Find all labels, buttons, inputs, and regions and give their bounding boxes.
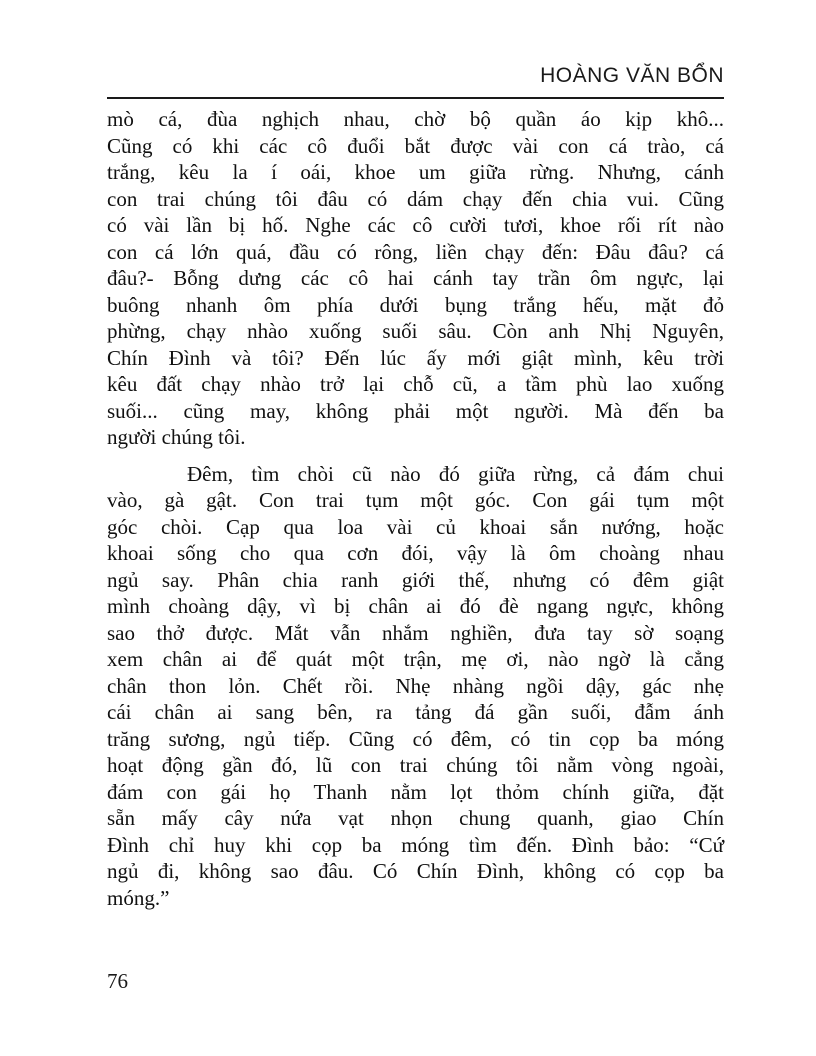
text-line: Đình chỉ huy khi cọp ba móng tìm đến. Đình bảo: “Cứ bbox=[107, 832, 724, 857]
text-line: Đêm, tìm chòi cũ nào đó giữa rừng, cả đám chui bbox=[187, 461, 724, 486]
text-line: con trai chúng tôi đâu có dám chạy đến chia vui. Cũng bbox=[107, 186, 724, 211]
text-line: suối... cũng may, không phải một người. Mà đến ba bbox=[107, 398, 724, 423]
text-line: chân thon lỏn. Chết rồi. Nhẹ nhàng ngồi dậy, gác nhẹ bbox=[107, 673, 724, 698]
page-number: 76 bbox=[107, 969, 128, 993]
text-line: buông nhanh ôm phía dưới bụng trắng hếu, mặt đỏ bbox=[107, 292, 724, 317]
text-line: đâu?- Bỗng dưng các cô hai cánh tay trần ôm ngực, lại bbox=[107, 266, 724, 290]
text-line: trăng sương, ngủ tiếp. Cũng có đêm, có tin cọp ba móng bbox=[107, 726, 724, 751]
text-line: hoạt động gần đó, lũ con trai chúng tôi nằm vòng ngoài, bbox=[107, 753, 724, 777]
text-line: Chín Đình và tôi? Đến lúc ấy mới giật mình, kêu trời bbox=[107, 345, 724, 370]
text-line: ngủ đi, không sao đâu. Có Chín Đình, không có cọp ba bbox=[107, 859, 724, 883]
text-line: Cũng có khi các cô đuổi bắt được vài con cá trào, cá bbox=[107, 133, 724, 158]
paragraph-2 bbox=[107, 461, 724, 912]
paragraph-1 bbox=[107, 106, 724, 451]
text-line: móng.” bbox=[107, 885, 170, 910]
text-line: phừng, chạy nhào xuống suối sâu. Còn anh Nhị Nguyên, bbox=[107, 319, 724, 343]
text-line: vào, gà gật. Con trai tụm một góc. Con gái tụm một bbox=[107, 488, 724, 512]
text-line: đám con gái họ Thanh nằm lọt thỏm chính giữa, đặt bbox=[107, 779, 724, 804]
text-line: con cá lớn quá, đầu có rông, liền chạy đến: Đâu đâu? cá bbox=[107, 239, 724, 264]
text-line: mò cá, đùa nghịch nhau, chờ bộ quần áo kịp khô... bbox=[107, 107, 724, 131]
running-header-title: HOÀNG VĂN BỔN bbox=[540, 64, 724, 87]
header-divider bbox=[107, 97, 724, 99]
text-line: người chúng tôi. bbox=[107, 425, 246, 449]
text-line: mình choàng dậy, vì bị chân ai đó đè ngang ngực, không bbox=[107, 594, 724, 618]
body-text bbox=[107, 106, 724, 911]
text-line: cái chân ai sang bên, ra tảng đá gần suối, đẫm ánh bbox=[107, 700, 724, 724]
text-line: góc chòi. Cạp qua loa vài củ khoai sắn nướng, hoặc bbox=[107, 514, 724, 539]
text-line: khoai sống cho qua cơn đói, vậy là ôm choàng nhau bbox=[107, 541, 724, 565]
text-line: sao thở được. Mắt vẫn nhắm nghiền, đưa tay sờ soạng bbox=[107, 620, 724, 645]
text-line: sẵn mấy cây nứa vạt nhọn chung quanh, giao Chín bbox=[107, 806, 724, 830]
text-line: có vài lần bị hố. Nghe các cô cười tươi, khoe rối rít nào bbox=[107, 213, 724, 237]
paragraph-gap bbox=[107, 451, 724, 461]
text-line: ngủ say. Phân chia ranh giới thế, nhưng có đêm giật bbox=[107, 567, 724, 592]
text-line: kêu đất chạy nhào trở lại chỗ cũ, a tầm phù lao xuống bbox=[107, 372, 724, 396]
text-line: trắng, kêu la í oái, khoe um giữa rừng. Nhưng, cánh bbox=[107, 160, 724, 184]
text-line: xem chân ai để quát một trận, mẹ ơi, nào ngờ là cẳng bbox=[107, 647, 724, 671]
